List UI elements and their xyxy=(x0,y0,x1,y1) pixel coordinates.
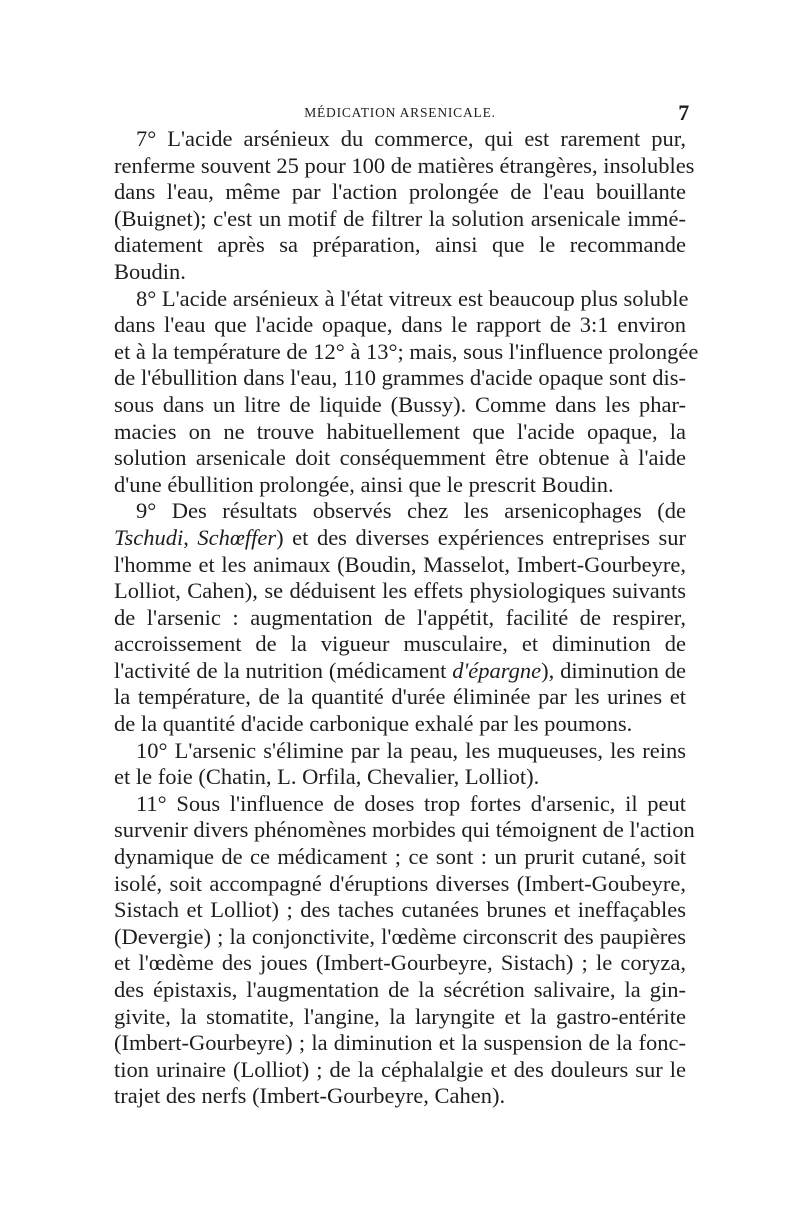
paragraph xyxy=(114,738,686,791)
text-line: et le foie (Chatin, L. Orfila, Chevalier, Lolliot). xyxy=(114,764,540,790)
text-line: de la quantité d'acide carbonique exhalé par les poumons. xyxy=(114,711,633,737)
text-line: Tschudi, Schœffer) et des diverses expériences entreprises sur xyxy=(114,524,686,550)
text-line: (Buignet); c'est un motif de filtrer la solution arsenicale immé- xyxy=(114,205,686,231)
text-line: (Devergie) ; la conjonctivite, l'œdème circonscrit des paupières xyxy=(114,923,686,949)
text-line: de l'arsenic : augmentation de l'appétit, facilité de respirer, xyxy=(114,604,686,630)
text-line: l'homme et les animaux (Boudin, Masselot, Imbert-Gourbeyre, xyxy=(114,551,686,577)
text-line: la température, de la quantité d'urée éliminée par les urines et xyxy=(114,684,686,710)
text-line: et l'œdème des joues (Imbert-Gourbeyre, Sistach) ; le coryza, xyxy=(114,950,686,976)
page-header xyxy=(114,100,690,126)
paragraph xyxy=(114,285,699,499)
text-line: Sistach et Lolliot) ; des taches cutanées brunes et ineffaçables xyxy=(114,897,686,923)
text-line: dans l'eau, même par l'action prolongée de l'eau bouillante xyxy=(114,179,686,205)
text-line: sous dans un litre de liquide (Bussy). Comme dans les phar- xyxy=(114,391,686,417)
text-line: de l'ébullition dans l'eau, 110 grammes d'acide opaque sont dis- xyxy=(114,365,686,391)
text-line: accroissement de la vigueur musculaire, et diminution de xyxy=(114,631,686,657)
text-line: des épistaxis, l'augmentation de la sécrétion salivaire, la gin- xyxy=(114,977,686,1002)
text-line: solution arsenicale doit conséquemment être obtenue à l'aide xyxy=(114,445,686,471)
text-line: Lolliot, Cahen), se déduisent les effets physiologiques suivants xyxy=(114,578,686,604)
text-line: 11° Sous l'influence de doses trop fortes d'arsenic, il peut xyxy=(136,790,686,816)
text-line: 9° Des résultats observés chez les arsenicophages (de xyxy=(136,498,686,524)
text-line: tion urinaire (Lolliot) ; de la céphalalgie et des douleurs sur le xyxy=(114,1056,686,1082)
text-line: dynamique de ce médicament ; ce sont : un prurit cutané, soit xyxy=(114,844,686,870)
text-line: l'activité de la nutrition (médicament d'épargne), diminution de xyxy=(114,657,686,683)
paragraph xyxy=(114,790,695,1110)
text-line: et à la température de 12° à 13°; mais, sous l'influence prolongée xyxy=(114,338,699,364)
book-page xyxy=(114,100,699,1110)
text-line: dans l'eau que l'acide opaque, dans le rapport de 3:1 environ xyxy=(114,312,686,338)
text-line: givite, la stomatite, l'angine, la laryngite et la gastro-entérite xyxy=(114,1003,686,1029)
text-line: survenir divers phénomènes morbides qui témoignent de l'action xyxy=(114,817,695,843)
running-head: MÉDICATION ARSENICALE. xyxy=(304,105,496,120)
paragraph xyxy=(114,498,686,737)
page-number: 7 xyxy=(678,100,690,125)
text-line: isolé, soit accompagné d'éruptions diverses (Imbert-Goubeyre, xyxy=(114,870,686,896)
text-line: trajet des nerfs (Imbert-Gourbeyre, Cahen). xyxy=(114,1083,506,1109)
text-line: macies on ne trouve habituellement que l'acide opaque, la xyxy=(114,418,686,444)
text-line: 7° L'acide arsénieux du commerce, qui est rarement pur, xyxy=(136,126,686,151)
text-line: d'une ébullition prolongée, ainsi que le prescrit Boudin. xyxy=(114,471,614,497)
text-line: (Imbert-Gourbeyre) ; la diminution et la suspension de la fonc- xyxy=(114,1030,686,1056)
body-text xyxy=(114,126,699,1110)
text-line: diatement après sa préparation, ainsi que le recommande xyxy=(114,232,686,258)
text-line: 10° L'arsenic s'élimine par la peau, les muqueuses, les reins xyxy=(136,737,686,763)
text-line: Boudin. xyxy=(114,258,186,284)
paragraph xyxy=(114,126,695,286)
text-line: renferme souvent 25 pour 100 de matières étrangères, insolubles xyxy=(114,152,695,178)
text-line: 8° L'acide arsénieux à l'état vitreux est beaucoup plus soluble xyxy=(136,285,689,311)
